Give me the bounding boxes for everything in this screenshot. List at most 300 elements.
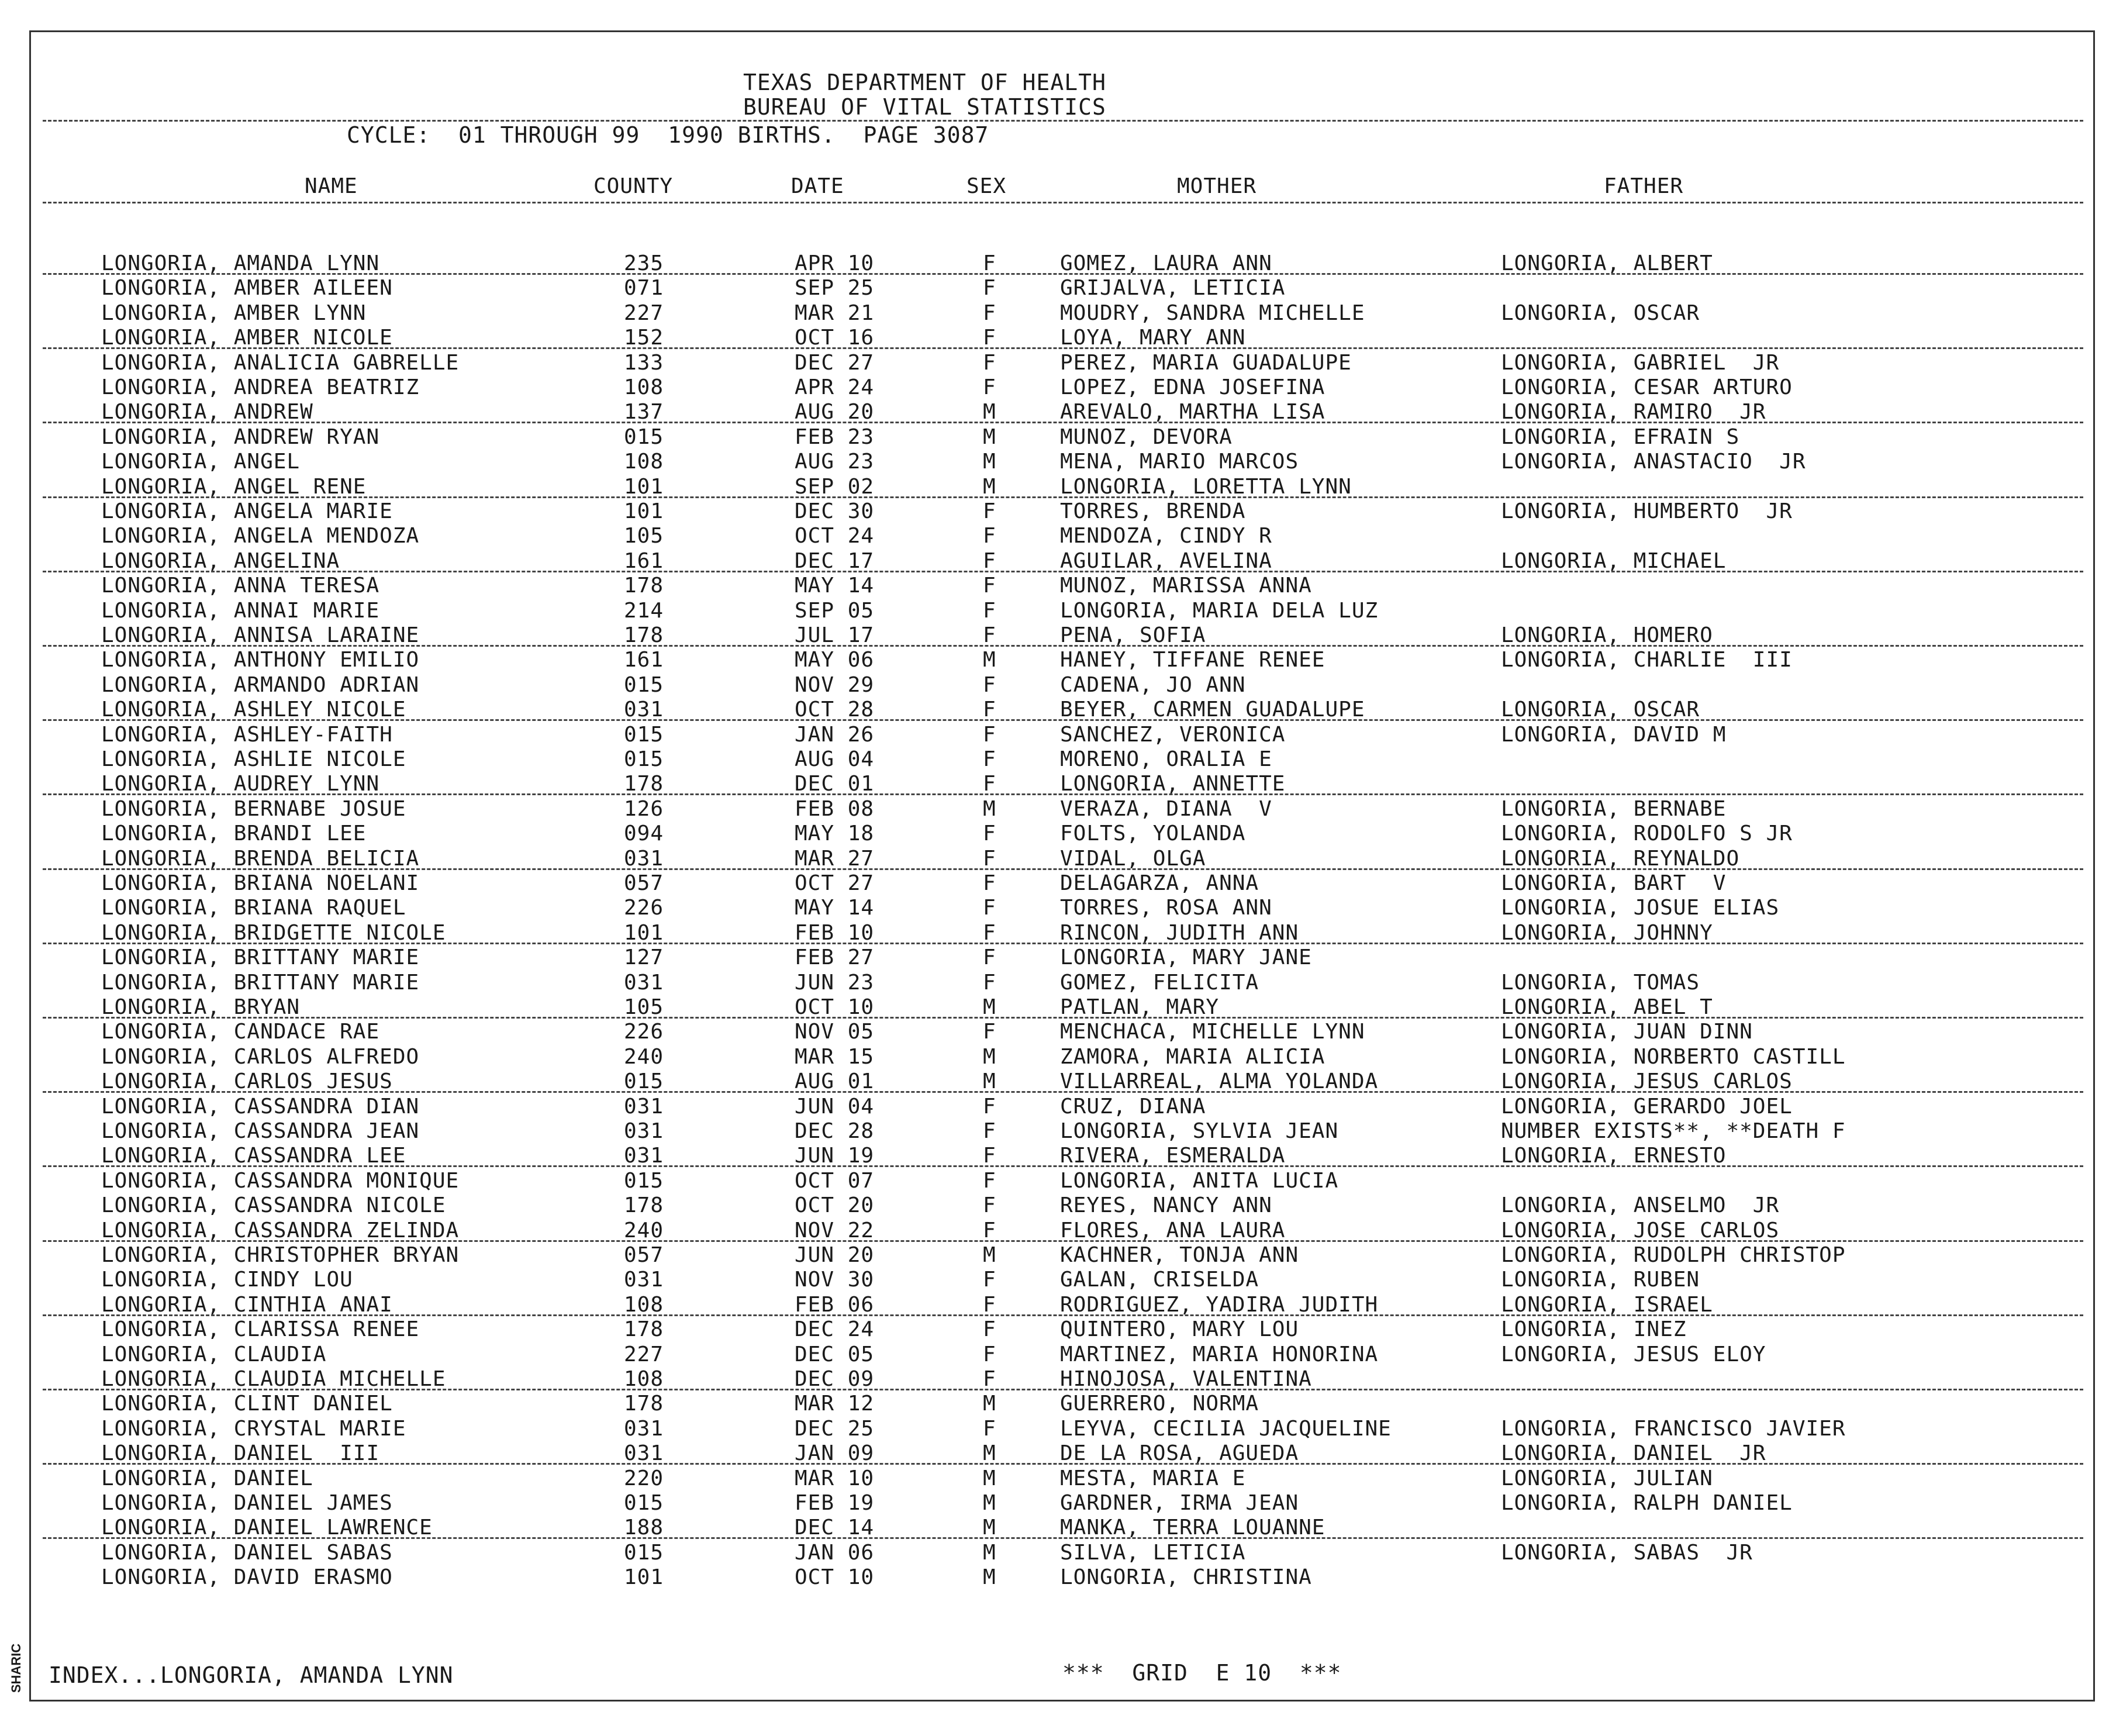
cell-mother: RODRIGUEZ, YADIRA JUDITH <box>1060 1292 1379 1317</box>
table-row <box>31 351 2093 376</box>
cell-county: 108 <box>624 1292 664 1317</box>
cell-name: LONGORIA, BRANDI LEE <box>101 822 367 846</box>
cell-sex: F <box>983 722 996 747</box>
cell-name: LONGORIA, ANALICIA GABRELLE <box>101 350 460 375</box>
cell-name: LONGORIA, ANGEL RENE <box>101 474 367 499</box>
table-row <box>31 1343 2093 1368</box>
cell-county: 031 <box>624 1441 664 1466</box>
cell-sex: M <box>983 1466 996 1490</box>
cell-county: 108 <box>624 450 664 474</box>
table-row <box>31 1318 2093 1342</box>
table-row <box>31 1467 2093 1492</box>
cell-mother: QUINTERO, MARY LOU <box>1060 1317 1299 1342</box>
cell-name: LONGORIA, CLINT DANIEL <box>101 1392 393 1416</box>
table-row <box>31 1417 2093 1442</box>
cell-mother: LONGORIA, ANNETTE <box>1060 772 1286 796</box>
cell-mother: RINCON, JUDITH ANN <box>1060 920 1299 945</box>
cell-date: JAN 06 <box>795 1540 875 1565</box>
table-row <box>31 872 2093 896</box>
cell-county: 057 <box>624 1243 664 1267</box>
table-row <box>31 847 2093 872</box>
cell-sex: F <box>983 301 996 325</box>
cell-date: NOV 22 <box>795 1218 875 1243</box>
cell-name: LONGORIA, DANIEL JAMES <box>101 1491 393 1515</box>
table-row <box>31 1144 2093 1169</box>
cell-father: LONGORIA, OSCAR <box>1501 698 1700 722</box>
cell-mother: MARTINEZ, MARIA HONORINA <box>1060 1342 1379 1366</box>
cell-mother: FLORES, ANA LAURA <box>1060 1218 1286 1243</box>
row-separator <box>43 1240 2083 1242</box>
cell-county: 188 <box>624 1516 664 1540</box>
cell-sex: F <box>983 1020 996 1044</box>
col-header-date: DATE <box>791 174 844 198</box>
cell-date: AUG 01 <box>795 1069 875 1094</box>
table-row <box>31 500 2093 524</box>
cell-name: LONGORIA, ASHLEY NICOLE <box>101 698 406 722</box>
cell-name: LONGORIA, CINDY LOU <box>101 1268 353 1292</box>
table-row <box>31 401 2093 425</box>
cell-sex: M <box>983 1491 996 1515</box>
cell-mother: LEYVA, CECILIA JACQUELINE <box>1060 1416 1392 1441</box>
cell-county: 015 <box>624 1540 664 1565</box>
cell-county: 031 <box>624 1144 664 1168</box>
cell-sex: M <box>983 450 996 474</box>
cell-date: NOV 05 <box>795 1020 875 1044</box>
cell-father: LONGORIA, RODOLFO S JR <box>1501 822 1793 846</box>
cell-county: 226 <box>624 896 664 920</box>
cell-date: JUN 23 <box>795 970 875 995</box>
cell-date: FEB 19 <box>795 1491 875 1515</box>
cell-date: DEC 25 <box>795 1416 875 1441</box>
cell-date: OCT 10 <box>795 1565 875 1590</box>
table-row <box>31 648 2093 673</box>
cell-name: LONGORIA, CRYSTAL MARIE <box>101 1416 406 1441</box>
cell-county: 057 <box>624 871 664 895</box>
cell-date: AUG 20 <box>795 400 875 424</box>
cell-mother: LOPEZ, EDNA JOSEFINA <box>1060 375 1325 399</box>
cell-mother: TORRES, BRENDA <box>1060 499 1246 523</box>
row-separator <box>43 347 2083 349</box>
row-separator <box>43 645 2083 647</box>
cell-date: MAR 12 <box>795 1392 875 1416</box>
cell-date: DEC 24 <box>795 1317 875 1342</box>
cell-mother: AREVALO, MARTHA LISA <box>1060 400 1325 424</box>
cell-date: DEC 27 <box>795 350 875 375</box>
cell-date: FEB 10 <box>795 920 875 945</box>
cell-father: LONGORIA, ISRAEL <box>1501 1292 1713 1317</box>
cell-father: LONGORIA, GABRIEL JR <box>1501 350 1780 375</box>
cell-name: LONGORIA, CASSANDRA ZELINDA <box>101 1218 460 1243</box>
row-separator <box>43 422 2083 423</box>
table-row <box>31 698 2093 723</box>
cell-date: JUL 17 <box>795 623 875 647</box>
cell-mother: LONGORIA, ANITA LUCIA <box>1060 1168 1339 1193</box>
table-row <box>31 1492 2093 1516</box>
cell-name: LONGORIA, ANGELA MENDOZA <box>101 524 420 548</box>
cell-name: LONGORIA, CINTHIA ANAI <box>101 1292 393 1317</box>
cell-date: OCT 20 <box>795 1193 875 1218</box>
cell-father: LONGORIA, JULIAN <box>1501 1466 1713 1490</box>
cell-county: 101 <box>624 920 664 945</box>
cell-father: LONGORIA, INEZ <box>1501 1317 1687 1342</box>
cell-name: LONGORIA, CLAUDIA MICHELLE <box>101 1367 446 1391</box>
cell-date: AUG 04 <box>795 747 875 771</box>
cell-date: OCT 24 <box>795 524 875 548</box>
table-row <box>31 1169 2093 1194</box>
cell-sex: M <box>983 1441 996 1466</box>
cell-sex: F <box>983 970 996 995</box>
cell-county: 031 <box>624 698 664 722</box>
cell-county: 127 <box>624 945 664 970</box>
cell-sex: M <box>983 1044 996 1069</box>
cell-mother: PATLAN, MARY <box>1060 995 1220 1019</box>
cell-mother: LONGORIA, SYLVIA JEAN <box>1060 1119 1339 1143</box>
cell-date: DEC 28 <box>795 1119 875 1143</box>
cell-sex: F <box>983 871 996 895</box>
cell-father: NUMBER EXISTS**, **DEATH F <box>1501 1119 1846 1143</box>
cell-mother: FOLTS, YOLANDA <box>1060 822 1246 846</box>
cell-sex: M <box>983 995 996 1019</box>
cell-mother: VIDAL, OLGA <box>1060 846 1206 871</box>
cell-name: LONGORIA, ARMANDO ADRIAN <box>101 672 420 697</box>
cell-mother: DE LA ROSA, AGUEDA <box>1060 1441 1299 1466</box>
cell-name: LONGORIA, DAVID ERASMO <box>101 1565 393 1590</box>
cell-sex: M <box>983 1540 996 1565</box>
cell-sex: F <box>983 945 996 970</box>
cell-county: 227 <box>624 301 664 325</box>
cell-mother: VERAZA, DIANA V <box>1060 796 1272 821</box>
cell-county: 178 <box>624 574 664 598</box>
cell-date: DEC 01 <box>795 772 875 796</box>
cell-name: LONGORIA, ASHLIE NICOLE <box>101 747 406 771</box>
cell-date: MAR 10 <box>795 1466 875 1490</box>
cell-name: LONGORIA, ANGEL <box>101 450 301 474</box>
cell-name: LONGORIA, CASSANDRA JEAN <box>101 1119 420 1143</box>
cell-father: LONGORIA, REYNALDO <box>1501 846 1740 871</box>
row-separator <box>43 1389 2083 1390</box>
cell-sex: F <box>983 499 996 523</box>
cell-date: AUG 23 <box>795 450 875 474</box>
cell-name: LONGORIA, DANIEL <box>101 1466 313 1490</box>
cell-father: LONGORIA, RUDOLPH CHRISTOP <box>1501 1243 1846 1267</box>
cell-mother: MANKA, TERRA LOUANNE <box>1060 1516 1325 1540</box>
cell-mother: CADENA, JO ANN <box>1060 672 1246 697</box>
cell-sex: F <box>983 375 996 399</box>
cell-father: LONGORIA, DAVID M <box>1501 722 1727 747</box>
cell-father: LONGORIA, MICHAEL <box>1501 548 1727 573</box>
cell-county: 133 <box>624 350 664 375</box>
table-row <box>31 1120 2093 1144</box>
cell-date: OCT 16 <box>795 326 875 350</box>
cell-sex: F <box>983 698 996 722</box>
cell-sex: M <box>983 400 996 424</box>
cell-name: LONGORIA, ANDREW RYAN <box>101 424 380 449</box>
cell-date: MAR 15 <box>795 1044 875 1069</box>
table-row <box>31 996 2093 1020</box>
table-row <box>31 1392 2093 1417</box>
cell-county: 031 <box>624 846 664 871</box>
cell-sex: F <box>983 896 996 920</box>
table-row <box>31 450 2093 475</box>
table-row <box>31 1368 2093 1392</box>
cell-mother: MUNOZ, DEVORA <box>1060 424 1233 449</box>
row-separator <box>43 273 2083 275</box>
cell-date: FEB 27 <box>795 945 875 970</box>
cell-sex: M <box>983 1565 996 1590</box>
cell-sex: F <box>983 1144 996 1168</box>
cell-mother: PENA, SOFIA <box>1060 623 1206 647</box>
cell-date: MAR 21 <box>795 301 875 325</box>
cell-sex: F <box>983 623 996 647</box>
table-row <box>31 1219 2093 1244</box>
footer-grid: *** GRID E 10 *** <box>1062 1660 1342 1686</box>
cell-county: 227 <box>624 1342 664 1366</box>
table-row <box>31 922 2093 946</box>
cell-mother: PEREZ, MARIA GUADALUPE <box>1060 350 1352 375</box>
cell-sex: M <box>983 648 996 672</box>
cell-name: LONGORIA, AMBER NICOLE <box>101 326 393 350</box>
cell-father: LONGORIA, GERARDO JOEL <box>1501 1094 1793 1119</box>
cell-date: OCT 27 <box>795 871 875 895</box>
cell-county: 031 <box>624 970 664 995</box>
cell-date: MAY 06 <box>795 648 875 672</box>
cell-name: LONGORIA, CLARISSA RENEE <box>101 1317 420 1342</box>
cell-name: LONGORIA, CARLOS ALFREDO <box>101 1044 420 1069</box>
cell-county: 214 <box>624 598 664 623</box>
cell-county: 105 <box>624 995 664 1019</box>
cell-name: LONGORIA, CANDACE RAE <box>101 1020 380 1044</box>
cell-father: LONGORIA, FRANCISCO JAVIER <box>1501 1416 1846 1441</box>
table-row <box>31 550 2093 574</box>
cell-name: LONGORIA, CASSANDRA NICOLE <box>101 1193 446 1218</box>
cell-county: 071 <box>624 276 664 301</box>
row-separator <box>43 868 2083 870</box>
cell-date: MAY 14 <box>795 896 875 920</box>
cell-mother: AGUILAR, AVELINA <box>1060 548 1272 573</box>
cell-name: LONGORIA, BRENDA BELICIA <box>101 846 420 871</box>
cell-name: LONGORIA, BERNABE JOSUE <box>101 796 406 821</box>
table-row <box>31 326 2093 351</box>
cell-sex: F <box>983 1193 996 1218</box>
col-header-name: NAME <box>305 174 358 198</box>
cell-name: LONGORIA, ANNA TERESA <box>101 574 380 598</box>
cell-county: 015 <box>624 1168 664 1193</box>
cell-date: JAN 26 <box>795 722 875 747</box>
cell-sex: M <box>983 424 996 449</box>
col-header-sex: SEX <box>966 174 1007 198</box>
cell-county: 015 <box>624 722 664 747</box>
row-separator <box>43 1463 2083 1465</box>
cell-name: LONGORIA, BRITTANY MARIE <box>101 945 420 970</box>
table-row <box>31 896 2093 921</box>
cell-name: LONGORIA, BRIDGETTE NICOLE <box>101 920 446 945</box>
row-separator <box>43 1017 2083 1019</box>
table-row <box>31 798 2093 822</box>
cell-father: LONGORIA, BART V <box>1501 871 1727 895</box>
cell-sex: F <box>983 598 996 623</box>
cell-father: LONGORIA, JESUS ELOY <box>1501 1342 1766 1366</box>
cell-father: LONGORIA, RAMIRO JR <box>1501 400 1766 424</box>
table-row <box>31 574 2093 599</box>
table-row <box>31 1268 2093 1293</box>
side-label-text: SHARIC <box>9 1643 24 1693</box>
cell-name: LONGORIA, AMBER LYNN <box>101 301 367 325</box>
cell-father: LONGORIA, ERNESTO <box>1501 1144 1727 1168</box>
cell-sex: M <box>983 796 996 821</box>
cell-date: APR 24 <box>795 375 875 399</box>
row-separator <box>43 1165 2083 1167</box>
col-header-county: COUNTY <box>593 174 674 198</box>
cell-sex: F <box>983 1367 996 1391</box>
table-row <box>31 674 2093 698</box>
cell-mother: VILLARREAL, ALMA YOLANDA <box>1060 1069 1379 1094</box>
cell-county: 031 <box>624 1416 664 1441</box>
cell-county: 015 <box>624 424 664 449</box>
cell-date: DEC 30 <box>795 499 875 523</box>
cell-date: JUN 19 <box>795 1144 875 1168</box>
cell-date: MAY 14 <box>795 574 875 598</box>
cell-county: 137 <box>624 400 664 424</box>
cell-sex: F <box>983 548 996 573</box>
cell-county: 105 <box>624 524 664 548</box>
cell-sex: M <box>983 1069 996 1094</box>
cell-date: JUN 04 <box>795 1094 875 1119</box>
cell-mother: MENDOZA, CINDY R <box>1060 524 1272 548</box>
cell-mother: REYES, NANCY ANN <box>1060 1193 1272 1218</box>
cell-name: LONGORIA, DANIEL III <box>101 1441 380 1466</box>
cell-sex: F <box>983 350 996 375</box>
cell-county: 126 <box>624 796 664 821</box>
cell-county: 015 <box>624 1069 664 1094</box>
cell-mother: LOYA, MARY ANN <box>1060 326 1246 350</box>
cell-name: LONGORIA, AMBER AILEEN <box>101 276 393 301</box>
cell-mother: MESTA, MARIA E <box>1060 1466 1246 1490</box>
cell-date: OCT 07 <box>795 1168 875 1193</box>
table-row <box>31 1070 2093 1095</box>
cell-sex: M <box>983 1243 996 1267</box>
cell-name: LONGORIA, ANTHONY EMILIO <box>101 648 420 672</box>
cell-name: LONGORIA, ANDREW <box>101 400 313 424</box>
cell-county: 108 <box>624 375 664 399</box>
row-separator <box>43 943 2083 944</box>
cell-name: LONGORIA, CASSANDRA LEE <box>101 1144 406 1168</box>
cell-mother: LONGORIA, MARIA DELA LUZ <box>1060 598 1379 623</box>
cell-sex: F <box>983 1317 996 1342</box>
cell-sex: F <box>983 1342 996 1366</box>
table-row <box>31 1095 2093 1120</box>
cell-father: LONGORIA, RUBEN <box>1501 1268 1700 1292</box>
cell-mother: SILVA, LETICIA <box>1060 1540 1246 1565</box>
cell-mother: RIVERA, ESMERALDA <box>1060 1144 1286 1168</box>
cell-mother: CRUZ, DIANA <box>1060 1094 1206 1119</box>
cell-father: LONGORIA, HUMBERTO JR <box>1501 499 1793 523</box>
table-row <box>31 946 2093 971</box>
cell-county: 240 <box>624 1218 664 1243</box>
cell-sex: F <box>983 251 996 275</box>
document-frame <box>29 30 2095 1702</box>
cell-mother: HINOJOSA, VALENTINA <box>1060 1367 1312 1391</box>
cycle-line: CYCLE: 01 THROUGH 99 1990 BIRTHS. PAGE 3087 <box>347 122 989 148</box>
cell-date: SEP 05 <box>795 598 875 623</box>
cell-sex: M <box>983 474 996 499</box>
cell-date: SEP 25 <box>795 276 875 301</box>
cell-father: LONGORIA, JUAN DINN <box>1501 1020 1753 1044</box>
cell-county: 152 <box>624 326 664 350</box>
table-row <box>31 475 2093 500</box>
cell-name: LONGORIA, ANGELINA <box>101 548 340 573</box>
cell-father: LONGORIA, JOSUE ELIAS <box>1501 896 1780 920</box>
cell-date: FEB 08 <box>795 796 875 821</box>
cell-date: APR 10 <box>795 251 875 275</box>
cell-father: LONGORIA, RALPH DANIEL <box>1501 1491 1793 1515</box>
cell-date: NOV 30 <box>795 1268 875 1292</box>
cell-county: 240 <box>624 1044 664 1069</box>
cell-mother: MORENO, ORALIA E <box>1060 747 1272 771</box>
cell-name: LONGORIA, BRYAN <box>101 995 301 1019</box>
cell-county: 178 <box>624 772 664 796</box>
cell-father: LONGORIA, ALBERT <box>1501 251 1713 275</box>
cell-county: 015 <box>624 672 664 697</box>
cell-date: FEB 06 <box>795 1292 875 1317</box>
table-row <box>31 524 2093 549</box>
table-row <box>31 252 2093 277</box>
cell-name: LONGORIA, CASSANDRA MONIQUE <box>101 1168 460 1193</box>
row-separator <box>43 571 2083 572</box>
table-row <box>31 624 2093 648</box>
cell-date: JAN 09 <box>795 1441 875 1466</box>
cell-mother: ZAMORA, MARIA ALICIA <box>1060 1044 1325 1069</box>
table-row <box>31 1293 2093 1318</box>
cell-name: LONGORIA, ANNAI MARIE <box>101 598 380 623</box>
cell-county: 178 <box>624 1392 664 1416</box>
cell-name: LONGORIA, BRITTANY MARIE <box>101 970 420 995</box>
cell-father: LONGORIA, TOMAS <box>1501 970 1700 995</box>
table-row <box>31 1541 2093 1566</box>
cell-mother: LONGORIA, MARY JANE <box>1060 945 1312 970</box>
table-row <box>31 1020 2093 1045</box>
cell-sex: F <box>983 524 996 548</box>
cell-father: LONGORIA, ABEL T <box>1501 995 1713 1019</box>
cell-father: LONGORIA, OSCAR <box>1501 301 1700 325</box>
row-separator <box>43 1537 2083 1539</box>
cell-father: LONGORIA, CESAR ARTURO <box>1501 375 1793 399</box>
cell-sex: F <box>983 574 996 598</box>
cell-name: LONGORIA, AUDREY LYNN <box>101 772 380 796</box>
cell-mother: GALAN, CRISELDA <box>1060 1268 1259 1292</box>
cell-mother: MENCHACA, MICHELLE LYNN <box>1060 1020 1365 1044</box>
cell-sex: F <box>983 276 996 301</box>
cell-mother: HANEY, TIFFANE RENEE <box>1060 648 1325 672</box>
table-row <box>31 1442 2093 1466</box>
cell-father: LONGORIA, DANIEL JR <box>1501 1441 1766 1466</box>
cell-father: LONGORIA, HOMERO <box>1501 623 1713 647</box>
row-separator <box>43 496 2083 498</box>
cell-mother: TORRES, ROSA ANN <box>1060 896 1272 920</box>
cell-sex: F <box>983 1268 996 1292</box>
cell-father: LONGORIA, ANASTACIO JR <box>1501 450 1806 474</box>
cell-sex: F <box>983 1416 996 1441</box>
table-row <box>31 1566 2093 1590</box>
cell-mother: DELAGARZA, ANNA <box>1060 871 1259 895</box>
cell-county: 178 <box>624 623 664 647</box>
cell-name: LONGORIA, DANIEL LAWRENCE <box>101 1516 433 1540</box>
cell-sex: F <box>983 747 996 771</box>
cell-date: DEC 05 <box>795 1342 875 1366</box>
table-row <box>31 302 2093 326</box>
bureau-title: BUREAU OF VITAL STATISTICS <box>743 94 1106 120</box>
cell-sex: F <box>983 326 996 350</box>
cell-county: 101 <box>624 474 664 499</box>
